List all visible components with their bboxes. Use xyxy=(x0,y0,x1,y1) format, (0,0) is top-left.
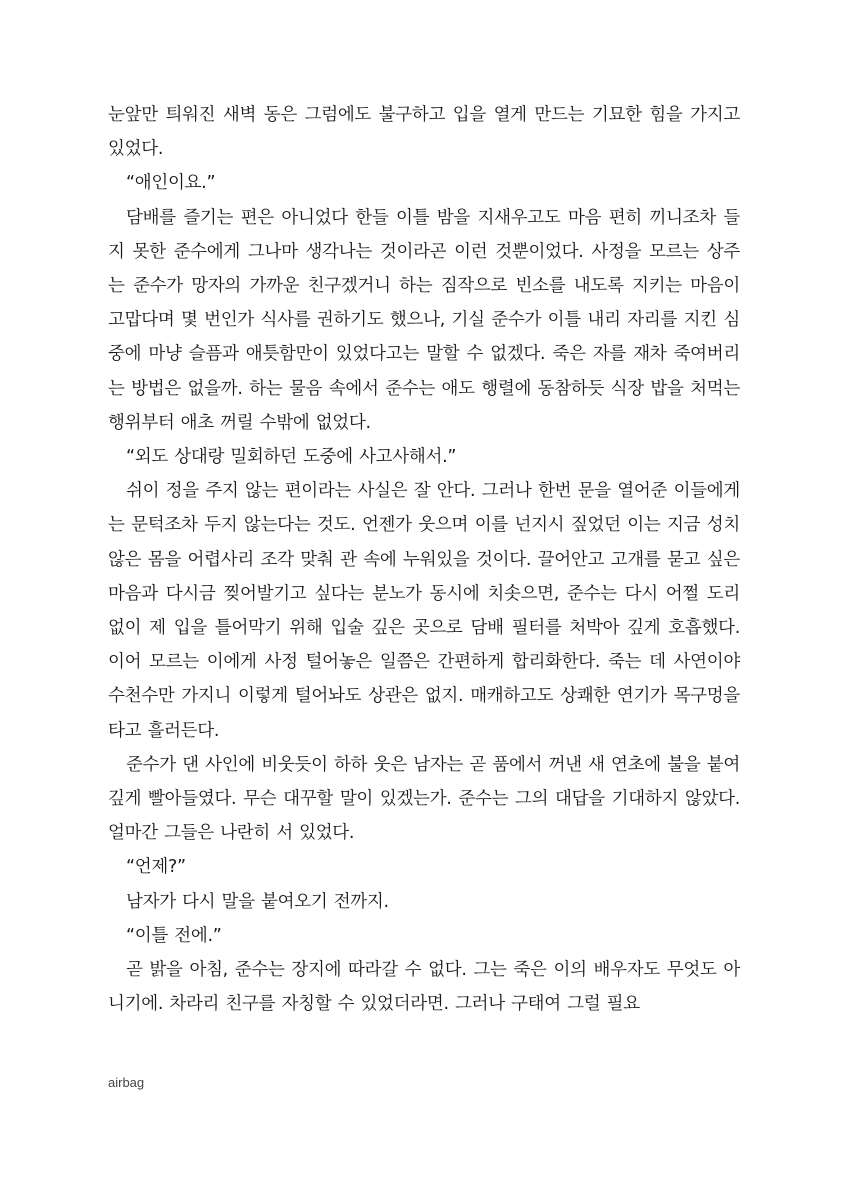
paragraph: 준수가 댄 사인에 비웃듯이 하하 웃은 남자는 곧 품에서 꺼낸 새 연초에 불을 붙여 깊게 빨아들였다. 무슨 대꾸할 말이 있겠는가. 준수는 그의 대답을 기대하지 않았다. 얼마간 그들은 나란히 서 있었다. xyxy=(108,754,740,844)
paragraph: 담배를 즐기는 편은 아니었다 한들 이틀 밤을 지새우고도 마음 편히 끼니조차 들지 못한 준수에게 그나마 생각나는 것이라곤 이런 것뿐이었다. 사정을 모르는 상주는 준수가 망자의 가까운 친구겠거니 하는 짐작으로 빈소를 내도록 지키는 마음이 고맙다며 몇 번인가 식사를 권하기도 했으나, 기실 준수가 이틀 내리 자리를 지킨 심중에 마냥 슬픔과 애틋함만이 있었다고는 말할 수 없겠다. 죽은 자를 재차 죽여버리는 방법은 없을까. 하는 물음 속에서 준수는 애도 행렬에 동참하듯 식장 밥을 처먹는 행위부터 애초 꺼릴 수밖에 없었다. xyxy=(108,207,740,433)
body-text xyxy=(108,98,740,1021)
paragraph: 쉬이 정을 주지 않는 편이라는 사실은 잘 안다. 그러나 한번 문을 열어준 이들에게는 문턱조차 두지 않는다는 것도. 언젠가 웃으며 이를 넌지시 짚었던 이는 지금 성치 않은 몸을 어렵사리 조각 맞춰 관 속에 누워있을 것이다. 끌어안고 고개를 묻고 싶은 마음과 다시금 찢어발기고 싶다는 분노가 동시에 치솟으면, 준수는 다시 어쩔 도리 없이 제 입을 틀어막기 위해 입술 깊은 곳으로 담배 필터를 처박아 깊게 호흡했다. 이어 모르는 이에게 사정 털어놓은 일쯤은 간편하게 합리화한다. 죽는 데 사연이야 수천수만 가지니 이렇게 털어놔도 상관은 없지. 매캐하고도 상쾌한 연기가 목구멍을 타고 흘러든다. xyxy=(108,481,740,741)
paragraph: 곧 밝을 아침, 준수는 장지에 따라갈 수 없다. 그는 죽은 이의 배우자도 무엇도 아니기에. 차라리 친구를 자칭할 수 있었더라면. 그러나 구태여 그럴 필요 xyxy=(108,960,740,1015)
paragraph: “이틀 전에.” xyxy=(126,925,222,946)
paragraph: 눈앞만 틔워진 새벽 동은 그럼에도 불구하고 입을 열게 만드는 기묘한 힘을 가지고 있었다. xyxy=(108,105,740,160)
paragraph: “외도 상대랑 밀회하던 도중에 사고사해서.” xyxy=(126,447,457,468)
page-footer: airbag xyxy=(108,1075,145,1090)
paragraph: “언제?” xyxy=(126,857,186,878)
paragraph: 남자가 다시 말을 붙여오기 전까지. xyxy=(126,891,389,912)
paragraph: “애인이요.” xyxy=(126,173,216,194)
